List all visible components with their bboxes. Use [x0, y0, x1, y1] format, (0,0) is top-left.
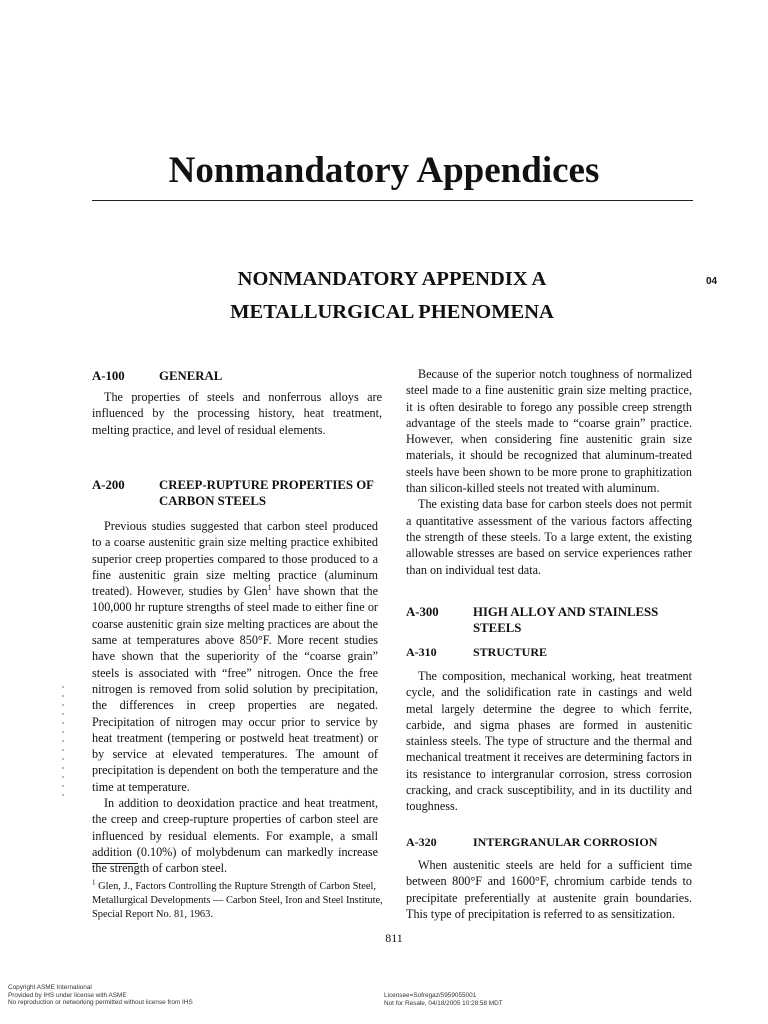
paragraph: Because of the superior notch toughness of normalized steel made to a fine austenitic grain size melting practice, it is often desirable to forego any possible creep strength advantage of the steels made to “coarse grain” practice. However, when considering fine austenitic grain size materials, it should be recognized that aluminum-treated steels have been shown to be more prone to graphitization than silicon-killed steels not treated with aluminum.: [406, 367, 692, 496]
footnote-reference: 1: [267, 583, 272, 593]
section-a310-body: [406, 668, 692, 815]
footer-copyright: Copyright ASME International: [8, 984, 92, 991]
footnote-text: Glen, J., Factors Controlling the Rupture Strength of Carbon Steel, Metallurgical Developments — Carbon Steel, Iron and Steel Institute, Special Report No. 81, 1963.: [92, 881, 383, 920]
margin-mark: [62, 686, 64, 796]
section-number: A-300: [406, 605, 439, 619]
paragraph-text: Previous studies suggested that carbon steel produced to a coarse austenitic grain size melting practice exhibited superior creep properties compared to those produced to a fine austenitic grain size melting practice (aluminum treated). However, studies by Glen: [92, 519, 378, 599]
page-title: Nonmandatory Appendices: [168, 150, 600, 191]
section-title: CREEP-RUPTURE PROPERTIES OF CARBON STEELS: [159, 478, 374, 509]
edition-mark: 04: [706, 276, 718, 287]
paragraph: In addition to deoxidation practice and heat treatment, the creep and creep-rupture properties of carbon steel are influenced by residual elements. For example, a small addition (0.10%) of molybdenum can markedly increase the strength of carbon steel.: [92, 796, 378, 876]
footer-right: [384, 992, 644, 1007]
footer-left: [8, 984, 308, 1007]
appendix-title: [150, 263, 634, 329]
section-a100-heading: [92, 368, 382, 385]
paragraph: [92, 518, 378, 795]
footnote: [92, 880, 384, 922]
section-title: STRUCTURE: [473, 645, 548, 659]
section-title: HIGH ALLOY AND STAINLESS STEELS: [473, 605, 659, 636]
section-number: A-320: [406, 835, 437, 849]
footnote-marker: 1: [92, 878, 96, 887]
footer-notice: No reproduction or networking permitted without license from IHS: [8, 999, 193, 1006]
section-title: GENERAL: [159, 369, 223, 383]
section-a200-body-right: [406, 366, 692, 578]
title-rule: [92, 200, 693, 201]
section-a300-heading: [406, 604, 696, 638]
paragraph-text: have shown that the 100,000 hr rupture strengths of steel made to either fine or coarse austenitic grain size melting practices are about the same at temperatures above 850°F. More recent studies have shown that the superiority of the “coarse grain” steels is associated with “free” nitrogen. Once the free nitrogen is removed from solid solution by precipitation, the differences in creep properties are negated. Precipitation of nitrogen may occur prior to service by heat treatment (tempering or postweld heat treatment) or by service at elevated temperatures. The amount of precipitation is dependent on both the temperature and the time at temperature.: [92, 584, 378, 794]
paragraph: The composition, mechanical working, heat treatment cycle, and the solidification rate in castings and weld metal largely determine the degree to which ferrite, carbide, and sigma phases are formed in austenitic stainless steels. The type of structure and the thermal and mechanical treatment it receives are determining factors in its resistance to intergranular corrosion, stress corrosion cracking, and crack susceptibility, and in its ductility and toughness.: [406, 669, 692, 814]
paragraph: The properties of steels and nonferrous alloys are influenced by the processing history, heat treatment, melting practice, and level of residual elements.: [92, 390, 382, 437]
section-number: A-200: [92, 478, 125, 492]
footnote-rule: [92, 863, 138, 864]
appendix-title-line1: NONMANDATORY APPENDIX A: [237, 268, 547, 290]
footer-provider: Provided by IHS under license with ASME: [8, 991, 127, 999]
section-a200-heading: [92, 477, 382, 511]
section-number: A-100: [92, 369, 125, 383]
section-a100-body: [92, 389, 382, 438]
section-number: A-310: [406, 645, 437, 659]
appendix-title-line2: METALLURGICAL PHENOMENA: [230, 301, 554, 323]
section-title: INTERGRANULAR CORROSION: [473, 835, 658, 849]
page-number: 811: [385, 931, 403, 945]
section-a310-heading: [406, 644, 696, 660]
footer-licensee: Licensee=Sofregaz/5959055001: [384, 992, 477, 999]
paragraph: When austenitic steels are held for a sufficient time between 800°F and 1600°F, chromium carbide tends to precipitate preferentially at austenite grain boundaries. This type of precipitation is referred to as sensitization.: [406, 858, 692, 921]
section-a320-heading: [406, 834, 696, 850]
footer-resale: Not for Resale, 04/18/2005 10:28:58 MDT: [384, 999, 503, 1007]
section-a320-body: [406, 857, 692, 922]
paragraph: The existing data base for carbon steels does not permit a quantitative assessment of the various factors affecting the strength of these steels. To a large extent, the existing allowable stresses are based on service experiences rather than on individual test data.: [406, 497, 692, 577]
section-a200-body-left: [92, 518, 378, 877]
